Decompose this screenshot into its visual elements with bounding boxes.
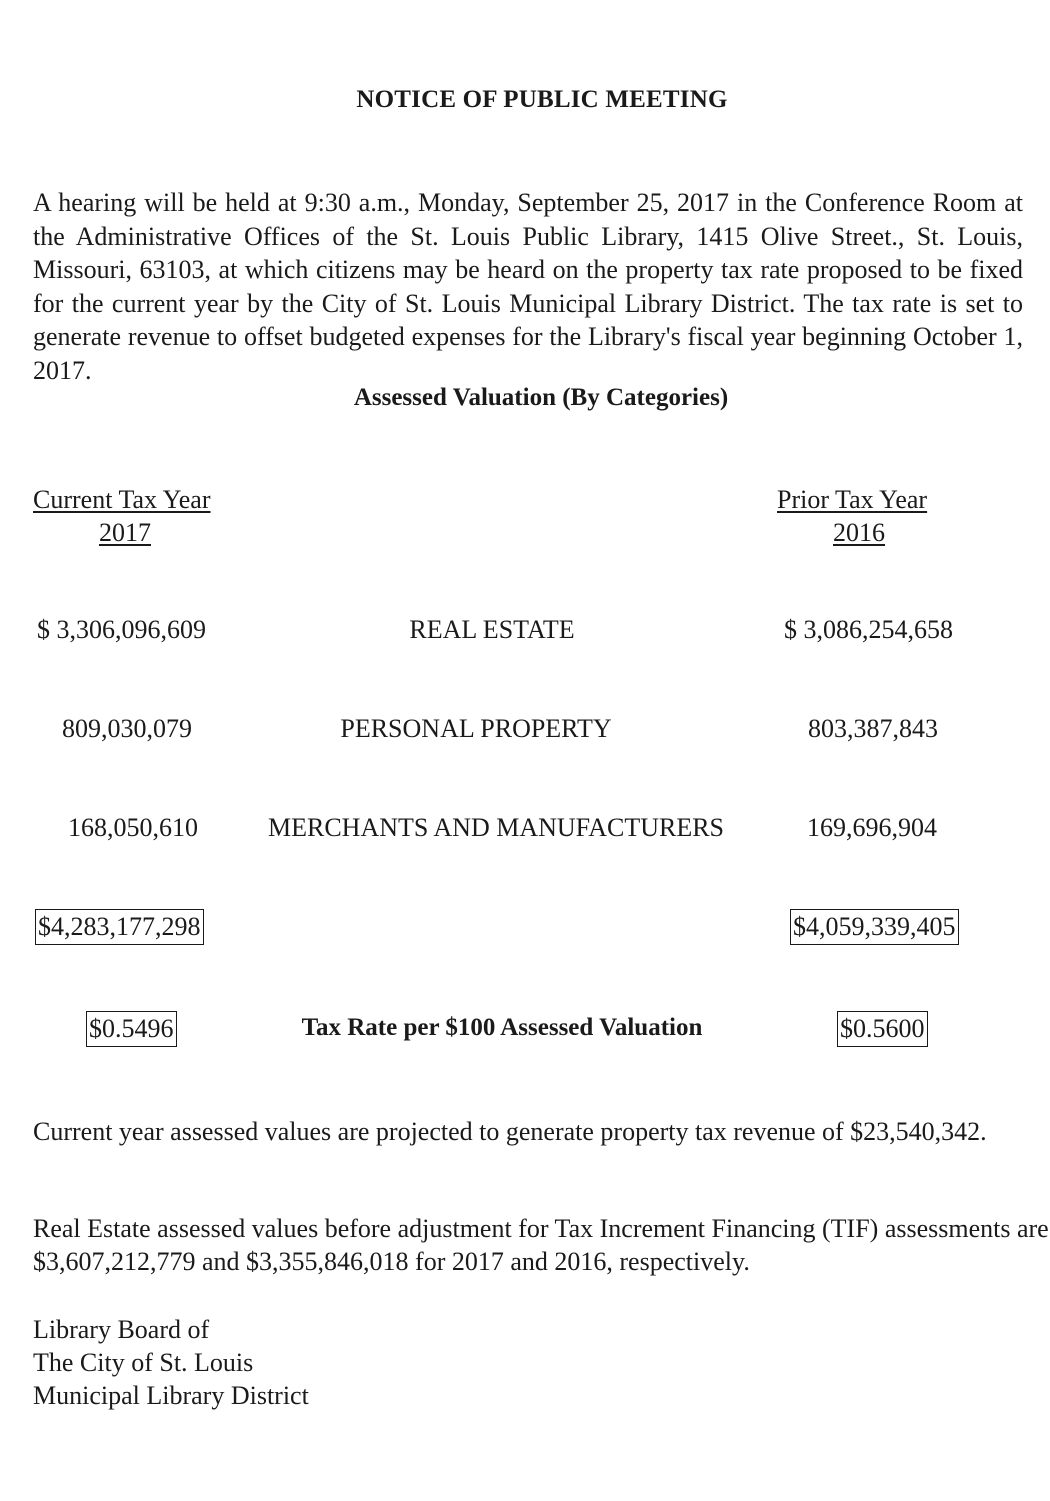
signature-block — [33, 1313, 309, 1412]
current-tax-year-value: 2017 — [99, 518, 151, 547]
personal-property-current: 809,030,079 — [62, 714, 192, 743]
personal-property-prior: 803,387,843 — [808, 714, 938, 743]
signature-line-2: The City of St. Louis — [33, 1348, 254, 1377]
tax-rate-current: $0.5496 — [86, 1011, 177, 1047]
real-estate-label: REAL ESTATE — [409, 615, 575, 644]
merchants-prior: 169,696,904 — [807, 813, 937, 842]
tif-paragraph-line-2: $3,607,212,779 and $3,355,846,018 for 2017 and 2016, respectively. — [33, 1247, 750, 1276]
current-tax-year-header: Current Tax Year — [33, 485, 211, 514]
merchants-label: MERCHANTS AND MANUFACTURERS — [267, 813, 725, 842]
real-estate-prior: $ 3,086,254,658 — [784, 615, 953, 644]
intro-paragraph: A hearing will be held at 9:30 a.m., Monday, September 25, 2017 in the Conference Room at the Administrative Offices of the St. Louis Public Library, 1415 Olive Street., St. Louis, Missouri, 63103, at which citizens may be heard on the property tax rate proposed to be fixed for the current year by the City of St. Louis Municipal Library District. The tax rate is set to generate revenue to offset budgeted expenses for the Library's fiscal year beginning October 1, 2017. — [33, 188, 1023, 385]
tax-rate-label: Tax Rate per $100 Assessed Valuation — [301, 1014, 703, 1041]
prior-tax-year-value: 2016 — [833, 518, 885, 547]
real-estate-current: $ 3,306,096,609 — [37, 615, 206, 644]
valuation-subtitle: Assessed Valuation (By Categories) — [353, 384, 729, 411]
prior-tax-year-header: Prior Tax Year — [777, 485, 928, 514]
total-prior: $4,059,339,405 — [790, 909, 959, 945]
total-current: $4,283,177,298 — [35, 909, 204, 945]
personal-property-label: PERSONAL PROPERTY — [340, 714, 612, 743]
tif-paragraph-line-1: Real Estate assessed values before adjustment for Tax Increment Financing (TIF) assessments are — [33, 1214, 1049, 1243]
merchants-current: 168,050,610 — [68, 813, 198, 842]
signature-line-3: Municipal Library District — [33, 1381, 309, 1410]
revenue-paragraph: Current year assessed values are projected to generate property tax revenue of $23,540,342. — [33, 1117, 987, 1146]
tax-rate-prior: $0.5600 — [837, 1011, 928, 1047]
signature-line-1: Library Board of — [33, 1315, 210, 1344]
notice-title: NOTICE OF PUBLIC MEETING — [356, 86, 728, 113]
